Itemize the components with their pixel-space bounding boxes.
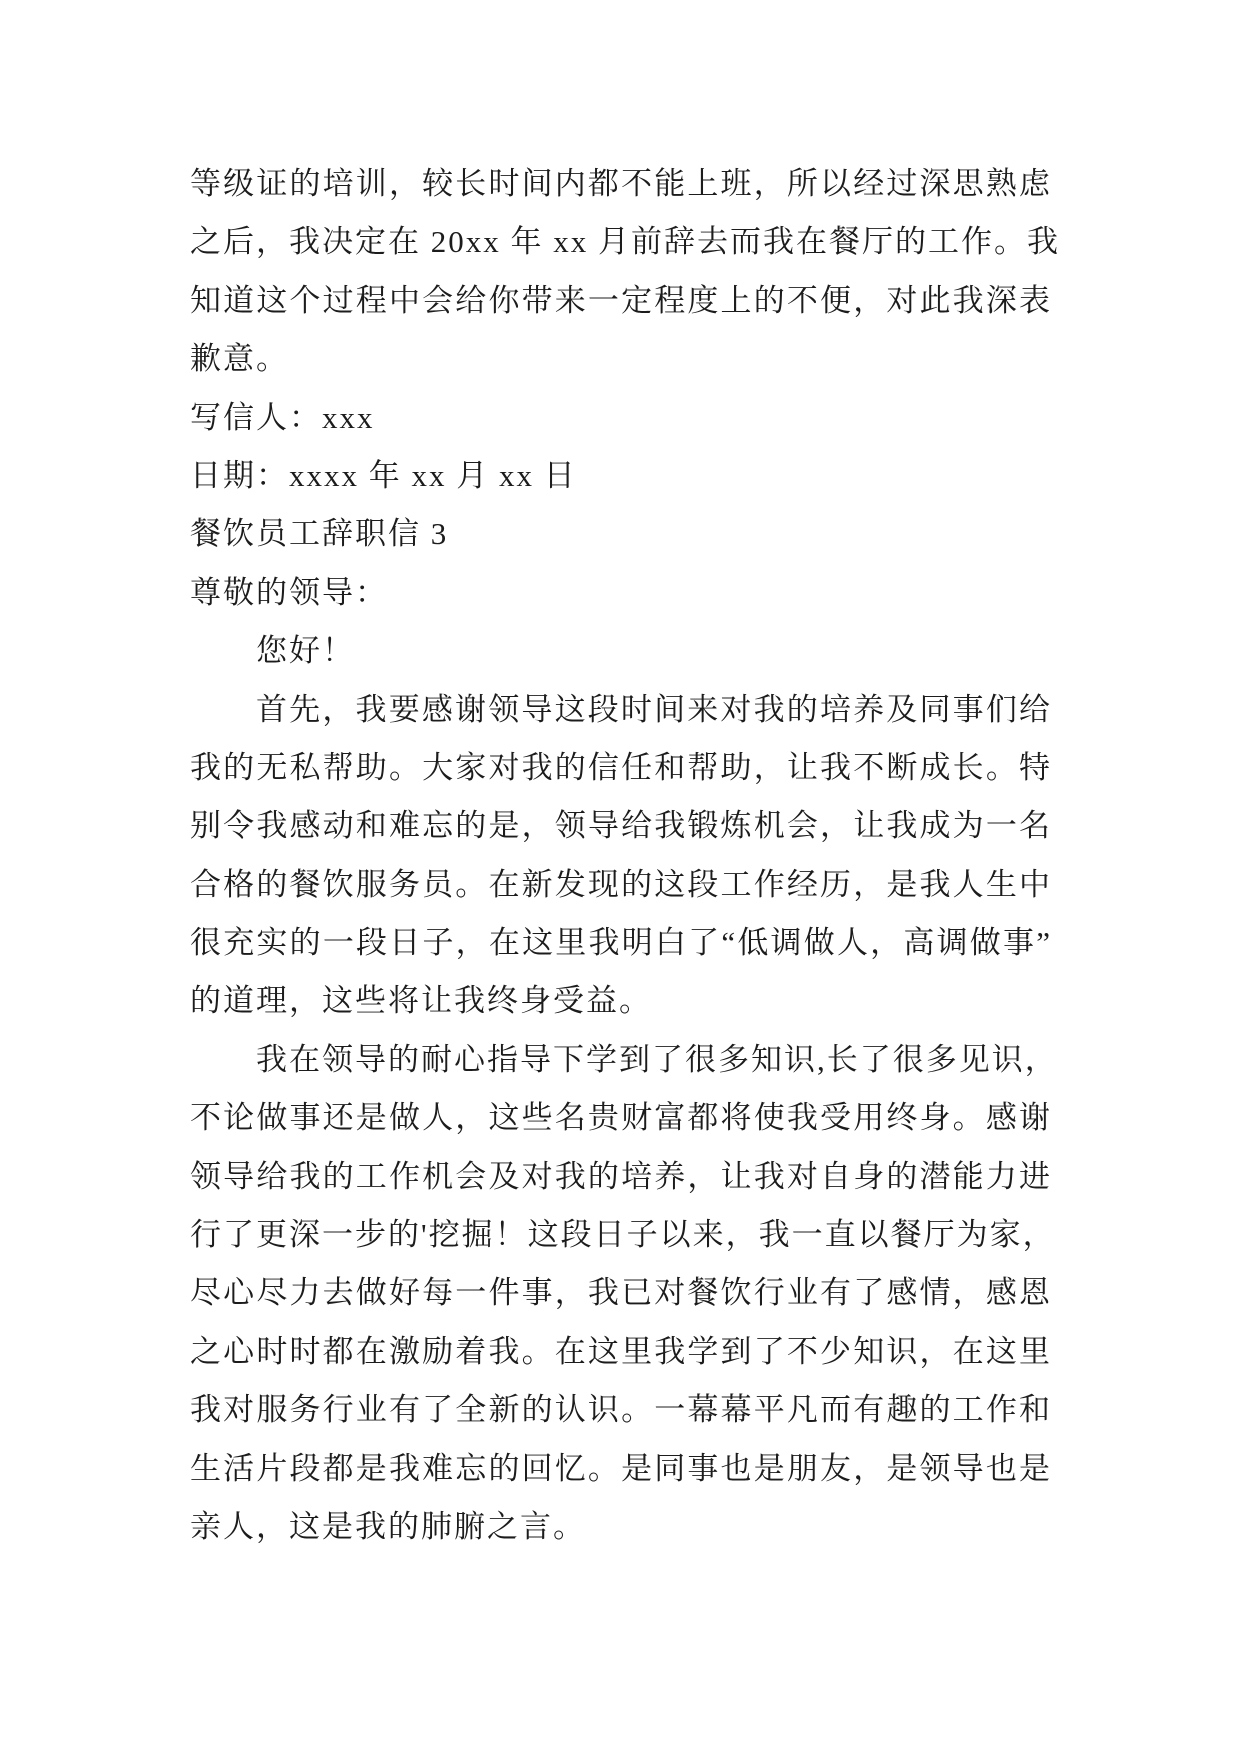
paragraph-line: 合格的餐饮服务员。在新发现的这段工作经历，是我人生中 bbox=[190, 866, 1052, 902]
paragraph-line: 我对服务行业有了全新的认识。一幕幕平凡而有趣的工作和 bbox=[190, 1392, 1052, 1428]
paragraph-line: 我在领导的耐心指导下学到了很多知识,长了很多见识， bbox=[256, 1041, 1058, 1077]
paragraph-line: 等级证的培训，较长时间内都不能上班，所以经过深思熟虑 bbox=[190, 166, 1052, 201]
writer-line: 写信人：xxx bbox=[190, 399, 375, 435]
paragraph-line: 歉意。 bbox=[190, 341, 289, 377]
date-line: 日期：xxxx 年 xx 月 xx 日 bbox=[190, 457, 577, 493]
paragraph-line: 之后，我决定在 20xx 年 xx 月前辞去而我在餐厅的工作。我 bbox=[190, 224, 1060, 260]
salutation: 尊敬的领导： bbox=[190, 574, 388, 610]
paragraph-line: 不论做事还是做人，这些名贵财富都将使我受用终身。感谢 bbox=[190, 1100, 1052, 1136]
paragraph-line: 之心时时都在激励着我。在这里我学到了不少知识，在这里 bbox=[190, 1333, 1052, 1369]
document-body bbox=[190, 155, 1060, 1556]
paragraph-line: 尽心尽力去做好每一件事，我已对餐饮行业有了感情，感恩 bbox=[190, 1275, 1052, 1311]
previous-letter-closing-paragraph bbox=[190, 155, 1060, 389]
body-paragraph-1 bbox=[190, 681, 1052, 1031]
paragraph-line: 的道理，这些将让我终身受益。 bbox=[190, 983, 652, 1019]
paragraph-line: 亲人，这是我的肺腑之言。 bbox=[190, 1508, 586, 1544]
body-paragraph-2 bbox=[190, 1031, 1058, 1557]
paragraph-line: 别令我感动和难忘的是，领导给我锻炼机会，让我成为一名 bbox=[190, 808, 1052, 844]
paragraph-line: 生活片段都是我难忘的回忆。是同事也是朋友，是领导也是 bbox=[190, 1450, 1052, 1486]
paragraph-line: 领导给我的工作机会及对我的培养，让我对自身的潜能力进 bbox=[190, 1158, 1052, 1194]
paragraph-line: 很充实的一段日子，在这里我明白了“低调做人，高调做事” bbox=[190, 925, 1052, 961]
letter-title: 餐饮员工辞职信 3 bbox=[190, 516, 449, 552]
greeting: 您好！ bbox=[256, 633, 355, 669]
paragraph-line: 行了更深一步的'挖掘！这段日子以来，我一直以餐厅为家， bbox=[190, 1217, 1056, 1253]
paragraph-line: 首先，我要感谢领导这段时间来对我的培养及同事们给 bbox=[256, 691, 1052, 727]
paragraph-line: 知道这个过程中会给你带来一定程度上的不便，对此我深表 bbox=[190, 282, 1052, 318]
paragraph-line: 我的无私帮助。大家对我的信任和帮助，让我不断成长。特 bbox=[190, 749, 1052, 785]
